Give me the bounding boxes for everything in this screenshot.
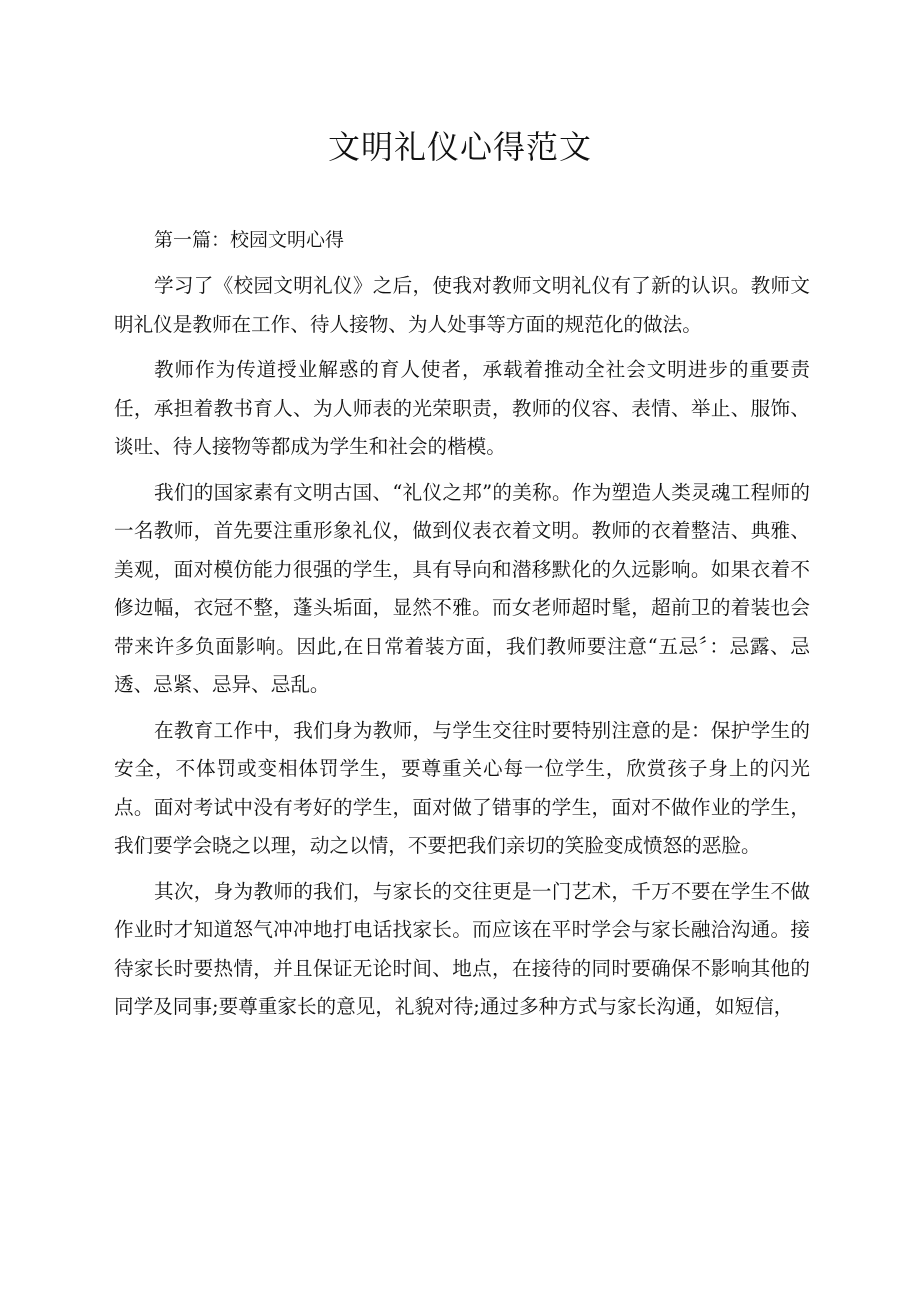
paragraph: 其次，身为教师的我们，与家长的交往更是一门艺术，千万不要在学生不做作业时才知道怒气冲冲地打电话找家长。而应该在平时学会与家长融洽沟通。接待家长时要热情，并且保证无论时间、地点，在接待的同时要确保不影响其他的同学及同事;要尊重家长的意见，礼貌对待;通过多种方式与家长沟通，如短信， [114, 879, 810, 1018]
paragraph: 教师作为传道授业解惑的育人使者，承载着推动全社会文明进步的重要责任，承担着教书育人、为人师表的光荣职责，教师的仪容、表情、举止、服饰、谈吐、待人接物等都成为学生和社会的楷模。 [114, 358, 810, 458]
section-heading: 第一篇：校园文明心得 [154, 229, 345, 251]
document-title: 文明礼仪心得范文 [327, 128, 592, 166]
document-body [114, 267, 810, 1034]
paragraph: 学习了《校园文明礼仪》之后，使我对教师文明礼仪有了新的认识。教师文明礼仪是教师在工作、待人接物、为人处事等方面的规范化的做法。 [114, 274, 810, 336]
paragraph: 在教育工作中，我们身为教师，与学生交往时要特别注意的是：保护学生的安全，不体罚或变相体罚学生，要尊重关心每一位学生，欣赏孩子身上的闪光点。面对考试中没有考好的学生，面对做了错事的学生，面对不做作业的学生，我们要学会晓之以理，动之以情，不要把我们亲切的笑脸变成愤怒的恶脸。 [114, 718, 810, 857]
paragraph: 我们的国家素有文明古国、“礼仪之邦”的美称。作为塑造人类灵魂工程师的一名教师，首先要注重形象礼仪，做到仪表衣着文明。教师的衣着整洁、典雅、美观，面对模仿能力很强的学生，具有导向和潜移默化的久远影响。如果衣着不修边幅，衣冠不整，蓬头垢面，显然不雅。而女老师超时髦，超前卫的着装也会带来许多负面影响。因此,在日常着装方面，我们教师要注意“五忌〞：忌露、忌透、忌紧、忌异、忌乱。 [114, 480, 810, 696]
